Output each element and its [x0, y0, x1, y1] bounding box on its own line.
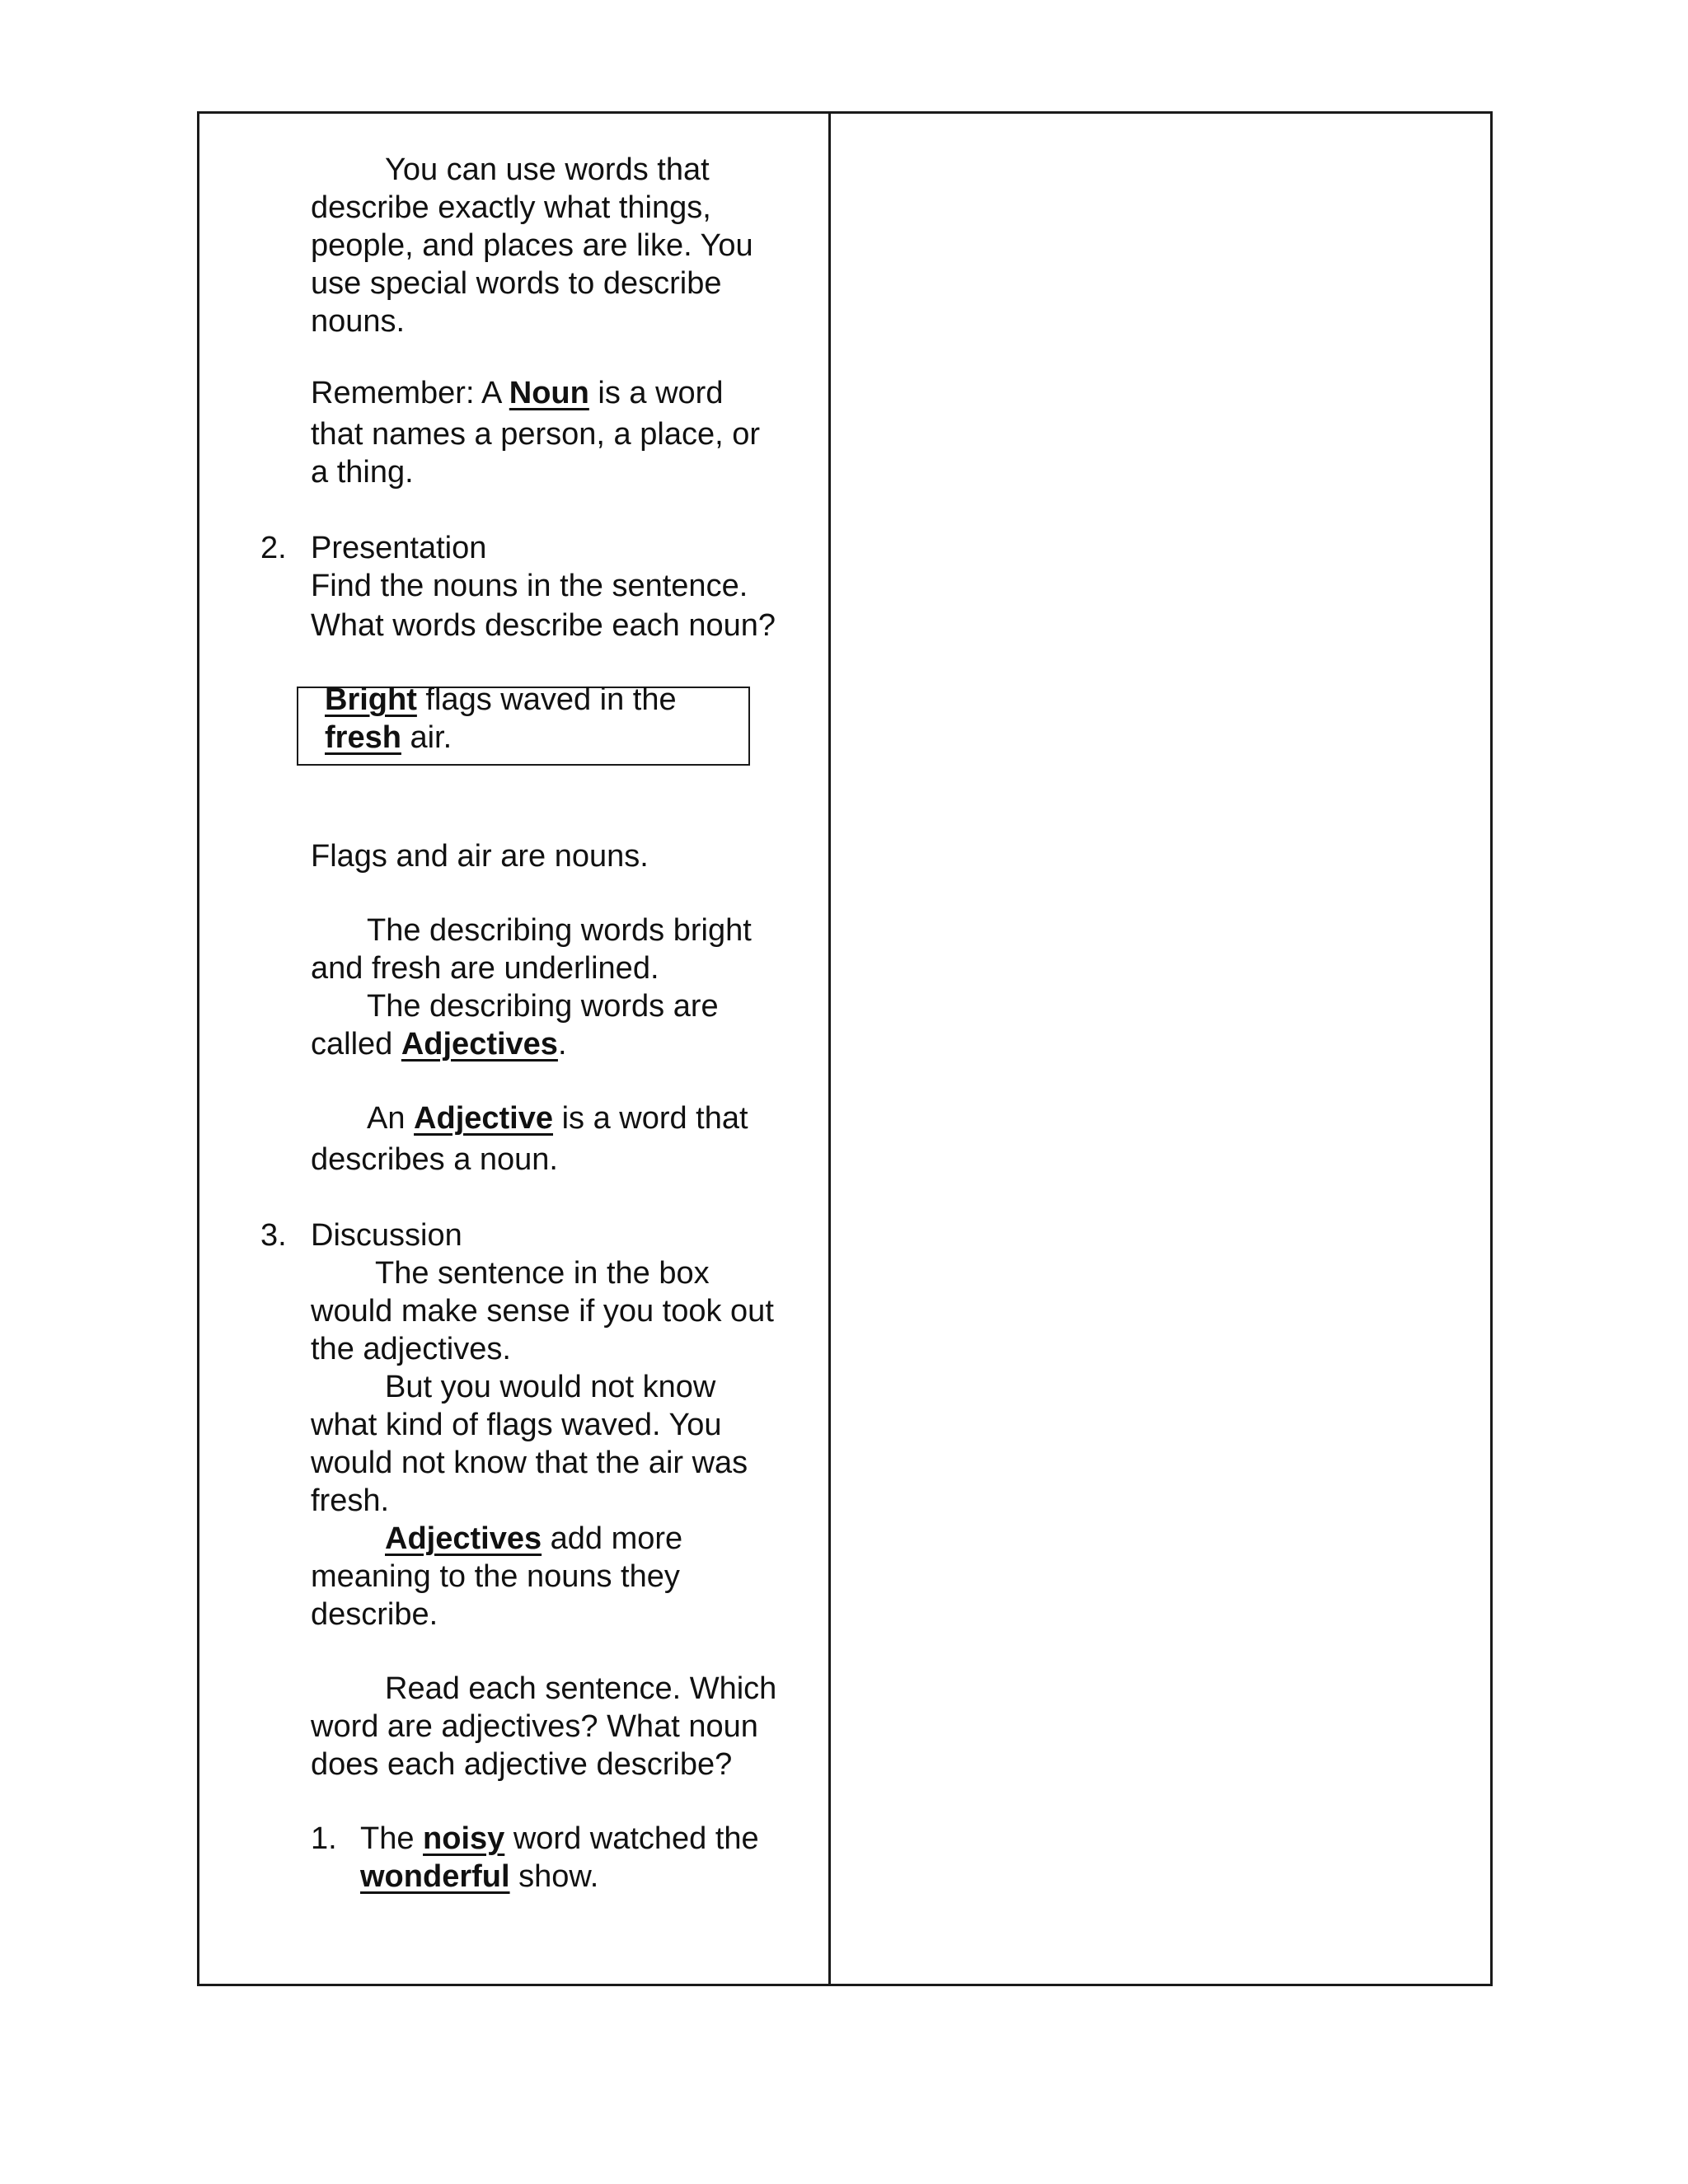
discussion-p1-line-3: the adjectives. [311, 1332, 511, 1366]
adjective-definition-line-1 [367, 1099, 748, 1137]
presentation-heading: Presentation [311, 531, 487, 565]
intro-line-2: describe exactly what things, [311, 190, 711, 225]
intro-line-1: You can use words that [385, 152, 710, 187]
presentation-line-1: Find the nouns in the sentence. [311, 569, 748, 603]
remember-line-1 [311, 374, 723, 412]
discussion-p3-line-3: describe. [311, 1597, 438, 1632]
discussion-p2-line-3: would not know that the air was [311, 1446, 748, 1480]
item-1-line-1 [360, 1820, 759, 1858]
fresh-word: fresh [325, 720, 401, 755]
discussion-p1-line-2: would make sense if you took out [311, 1294, 774, 1329]
discussion-number: 3. [260, 1218, 287, 1253]
remember-line-2: that names a person, a place, or [311, 417, 760, 452]
an-post: is a word that [553, 1101, 748, 1136]
adjectives-term: Adjectives [401, 1027, 558, 1062]
adjective-definition-line-2: describes a noun. [311, 1142, 558, 1177]
item-1-line-2 [360, 1858, 598, 1896]
item-1-mid: word watched the [504, 1821, 759, 1856]
noisy-word: noisy [423, 1821, 505, 1856]
intro-line-5: nouns. [311, 304, 406, 339]
discussion-p3-line-2: meaning to the nouns they [311, 1559, 680, 1594]
discussion-p2-line-1: But you would not know [385, 1370, 716, 1404]
question-line-2: word are adjectives? What noun [311, 1709, 758, 1744]
describing-line-2: and fresh are underlined. [311, 951, 659, 986]
box-line-1 [325, 681, 677, 719]
an-pre: An [367, 1101, 415, 1136]
flags-line: Flags and air are nouns. [311, 839, 649, 874]
called-pre: called [311, 1027, 401, 1062]
adjective-term: Adjective [414, 1101, 554, 1136]
discussion-p1-line-1: The sentence in the box [375, 1256, 710, 1291]
remember-line-3: a thing. [311, 455, 414, 490]
intro-line-3: people, and places are like. You [311, 228, 753, 263]
box-end: air. [401, 720, 452, 755]
question-line-3: does each adjective describe? [311, 1747, 733, 1782]
presentation-number: 2. [260, 531, 287, 565]
p3-post: add more [542, 1521, 683, 1556]
remember-pre: Remember: A [311, 376, 509, 410]
called-post: . [557, 1027, 567, 1062]
called-adjectives-line [311, 1025, 567, 1063]
box-mid: flags waved in the [416, 682, 677, 717]
remember-post: is a word [588, 376, 724, 410]
item-1-pre: The [360, 1821, 424, 1856]
discussion-p3-line-1 [385, 1520, 682, 1558]
adjectives-term-2: Adjectives [385, 1521, 542, 1556]
wonderful-word: wonderful [360, 1859, 510, 1894]
item-1-number: 1. [311, 1821, 337, 1856]
column-divider [828, 114, 831, 1984]
item-1-post: show. [509, 1859, 599, 1894]
discussion-p2-line-4: fresh. [311, 1483, 390, 1518]
discussion-p2-line-2: what kind of flags waved. You [311, 1408, 722, 1442]
presentation-line-2: What words describe each noun? [311, 608, 776, 643]
intro-line-4: use special words to describe [311, 266, 722, 301]
noun-term: Noun [509, 376, 589, 410]
discussion-heading: Discussion [311, 1218, 462, 1253]
bright-word: Bright [325, 682, 417, 717]
describing-line-3: The describing words are [367, 989, 719, 1024]
question-line-1: Read each sentence. Which [385, 1671, 777, 1706]
describing-line-1: The describing words bright [367, 913, 752, 948]
box-line-2 [325, 719, 452, 757]
